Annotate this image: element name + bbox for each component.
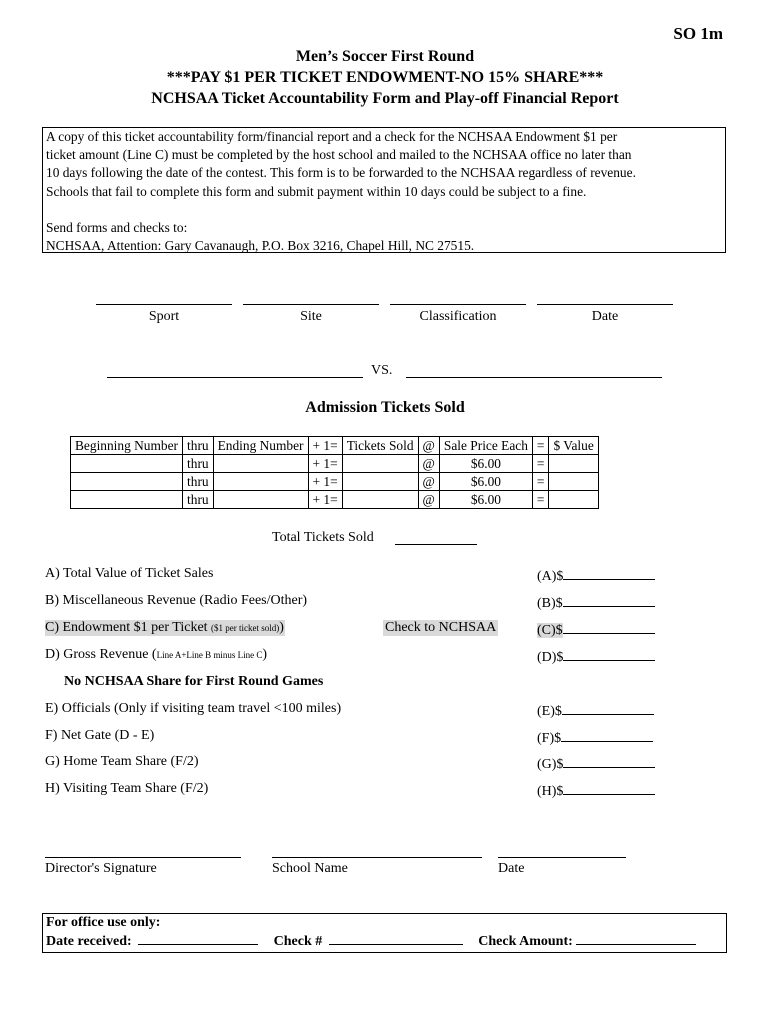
title-line-1: Men’s Soccer First Round: [295, 48, 475, 65]
thru-cell: thru: [183, 473, 214, 491]
at-cell: @: [418, 491, 439, 509]
equals-cell: =: [532, 473, 549, 491]
price-cell: $6.00: [439, 473, 532, 491]
date-field-line[interactable]: [537, 304, 673, 305]
ending-number-cell[interactable]: [213, 455, 308, 473]
no-share-note: No NCHSAA Share for First Round Games: [64, 674, 324, 689]
thru-cell: thru: [183, 455, 214, 473]
ending-number-cell[interactable]: [213, 473, 308, 491]
table-row: [71, 455, 599, 473]
tickets-sold-cell[interactable]: [342, 473, 418, 491]
table-row: [71, 473, 599, 491]
line-g-amount[interactable]: (G)$: [537, 754, 655, 773]
mailing-heading: Send forms and checks to:: [46, 219, 188, 235]
school-name-line[interactable]: [272, 857, 482, 858]
line-d-amount[interactable]: (D)$: [537, 647, 655, 666]
line-h-amount[interactable]: (H)$: [537, 781, 655, 800]
ending-number-cell[interactable]: [213, 491, 308, 509]
col-header: Tickets Sold: [342, 437, 418, 455]
sport-field-line[interactable]: [96, 304, 232, 305]
school-name-label: School Name: [272, 861, 348, 876]
site-field-line[interactable]: [243, 304, 379, 305]
total-tickets-line[interactable]: [395, 544, 477, 545]
line-e-label: E) Officials (Only if visiting team travel <100 miles): [45, 701, 342, 716]
check-number-label: Check #: [273, 934, 323, 949]
director-signature-label: Director's Signature: [45, 861, 157, 876]
plus-one-cell: + 1=: [308, 473, 342, 491]
tickets-sold-cell[interactable]: [342, 455, 418, 473]
value-cell[interactable]: [549, 473, 598, 491]
beginning-number-cell[interactable]: [71, 491, 183, 509]
notice-line: A copy of this ticket accountability form/financial report and a check for the NCHSAA Endowment $1 per: [46, 129, 618, 144]
col-header: =: [532, 437, 549, 455]
form-code: SO 1m: [673, 24, 723, 43]
total-tickets-label: Total Tickets Sold: [272, 530, 374, 545]
equals-cell: =: [532, 491, 549, 509]
line-f-label: F) Net Gate (D - E): [45, 728, 155, 743]
beginning-number-cell[interactable]: [71, 455, 183, 473]
line-c-amount[interactable]: (C)$: [537, 620, 655, 639]
classification-field-line[interactable]: [390, 304, 526, 305]
line-a-label: A) Total Value of Ticket Sales: [45, 566, 214, 581]
director-signature-line[interactable]: [45, 857, 241, 858]
tickets-sold-cell[interactable]: [342, 491, 418, 509]
line-b-amount[interactable]: (B)$: [537, 593, 655, 612]
line-d-label: D) Gross Revenue (Line A+Line B minus Line C): [45, 647, 268, 662]
office-fields-row: [46, 932, 723, 951]
tickets-table: [70, 436, 599, 509]
beginning-number-cell[interactable]: [71, 473, 183, 491]
office-use-box: [42, 913, 727, 953]
vs-label: VS.: [371, 363, 393, 378]
col-header: $ Value: [549, 437, 598, 455]
office-heading: For office use only:: [46, 915, 161, 930]
check-number-field[interactable]: [329, 932, 463, 945]
col-header: + 1=: [308, 437, 342, 455]
line-c-label: C) Endowment $1 per Ticket ($1 per ticket sold)): [45, 620, 284, 635]
line-d-note: Line A+Line B minus Line C: [156, 650, 263, 660]
home-team-line[interactable]: [107, 377, 363, 378]
line-a-amount[interactable]: (A)$: [537, 566, 655, 585]
equals-cell: =: [532, 455, 549, 473]
section-title: Admission Tickets Sold: [305, 399, 465, 416]
line-e-amount[interactable]: (E)$: [537, 701, 654, 720]
col-header: thru: [183, 437, 214, 455]
line-f-amount[interactable]: (F)$: [537, 728, 653, 747]
plus-one-cell: + 1=: [308, 491, 342, 509]
site-label: Site: [300, 309, 322, 324]
line-c-note: ($1 per ticket sold): [211, 623, 280, 633]
col-header: Beginning Number: [71, 437, 183, 455]
date-label: Date: [591, 309, 619, 324]
signature-date-label: Date: [498, 861, 525, 876]
table-row: [71, 491, 599, 509]
date-received-label: Date received:: [46, 934, 132, 949]
check-amount-field[interactable]: [576, 932, 696, 945]
at-cell: @: [418, 473, 439, 491]
plus-one-cell: + 1=: [308, 455, 342, 473]
title-line-3: NCHSAA Ticket Accountability Form and Play-off Financial Report: [151, 90, 619, 107]
check-amount-label: Check Amount:: [478, 934, 573, 949]
table-header-row: [71, 437, 599, 455]
notice-line: 10 days following the date of the contest. This form is to be forwarded to the NCHSAA regardless of revenue.: [46, 165, 636, 181]
line-h-label: H) Visiting Team Share (F/2): [45, 781, 209, 796]
visiting-team-line[interactable]: [406, 377, 662, 378]
date-received-field[interactable]: [138, 932, 258, 945]
signature-date-line[interactable]: [498, 857, 626, 858]
at-cell: @: [418, 455, 439, 473]
line-b-label: B) Miscellaneous Revenue (Radio Fees/Other): [45, 593, 308, 608]
classification-label: Classification: [419, 309, 497, 324]
col-header: Ending Number: [213, 437, 308, 455]
col-header: Sale Price Each: [439, 437, 532, 455]
price-cell: $6.00: [439, 455, 532, 473]
value-cell[interactable]: [549, 455, 598, 473]
notice-line: Schools that fail to complete this form and submit payment within 10 days could be subject to a fine.: [46, 183, 587, 199]
thru-cell: thru: [183, 491, 214, 509]
sport-label: Sport: [148, 309, 180, 324]
mailing-address: NCHSAA, Attention: Gary Cavanaugh, P.O. Box 3216, Chapel Hill, NC 27515.: [46, 238, 475, 254]
col-header: @: [418, 437, 439, 455]
title-line-2: ***PAY $1 PER TICKET ENDOWMENT-NO 15% SHARE***: [166, 69, 604, 86]
price-cell: $6.00: [439, 491, 532, 509]
value-cell[interactable]: [549, 491, 598, 509]
notice-box: [42, 127, 726, 253]
check-to-nchsaa: Check to NCHSAA: [385, 620, 497, 635]
line-g-label: G) Home Team Share (F/2): [45, 754, 199, 769]
notice-line: ticket amount (Line C) must be completed by the host school and mailed to the NCHSAA office no later than: [46, 147, 632, 163]
